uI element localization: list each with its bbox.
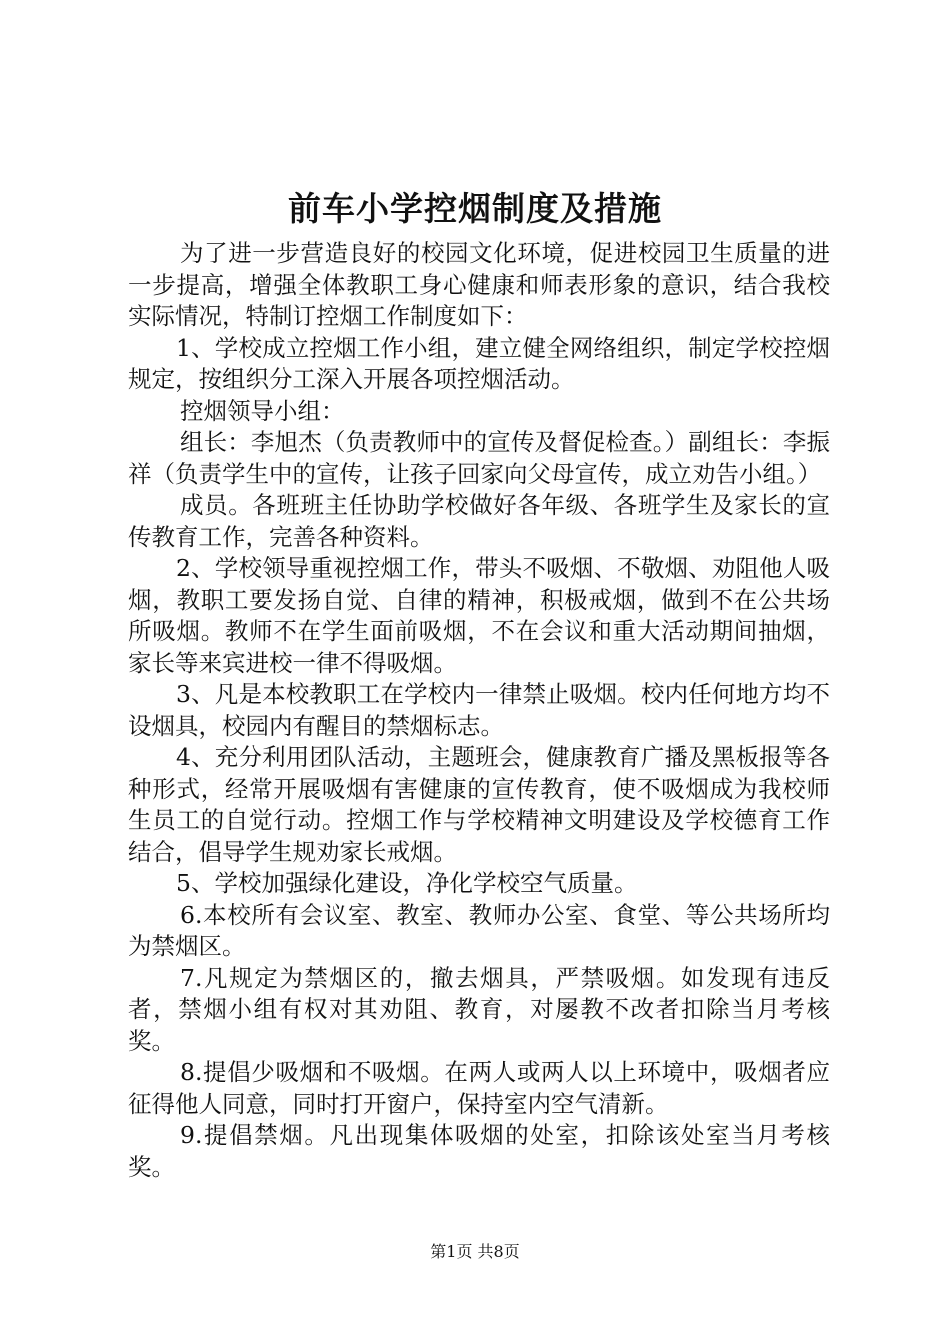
item-7-paragraph: 7.凡规定为禁烟区的，撤去烟具，严禁吸烟。如发现有违反者，禁烟小组有权对其劝阻、教育，对屡教不改者扣除当月考核奖。 — [128, 963, 830, 1055]
item-5-paragraph: 5、学校加强绿化建设，净化学校空气质量。 — [176, 869, 638, 897]
leadership-heading: 控烟领导小组： — [180, 396, 345, 425]
item-1-paragraph: 1、学校成立控烟工作小组，建立健全网络组织，制定学校控烟规定，按组织分工深入开展各项控烟活动。 — [128, 333, 830, 393]
document-body — [128, 238, 830, 1183]
item-9-paragraph: 9.提倡禁烟。凡出现集体吸烟的处室，扣除该处室当月考核奖。 — [128, 1121, 830, 1181]
document-title: 前车小学控烟制度及措施 — [288, 189, 662, 228]
item-4-paragraph: 4、充分利用团队活动，主题班会，健康教育广播及黑板报等各种形式，经常开展吸烟有害健康的宣传教育，使不吸烟成为我校师生员工的自觉行动。控烟工作与学校精神文明建设及学校德育工作结合，倡导学生规劝家长戒烟。 — [128, 743, 830, 866]
members-paragraph: 成员。各班班主任协助学校做好各年级、各班学生及家长的宣传教育工作，完善各种资料。 — [128, 491, 830, 551]
item-3-paragraph: 3、凡是本校教职工在学校内一律禁止吸烟。校内任何地方均不设烟具，校园内有醒目的禁烟标志。 — [128, 680, 830, 740]
leader-paragraph: 组长：李旭杰（负责教师中的宣传及督促检查。）副组长：李振祥（负责学生中的宣传，让孩子回家向父母宣传，成立劝告小组。） — [128, 428, 830, 488]
intro-paragraph: 为了进一步营造良好的校园文化环境，促进校园卫生质量的进一步提高，增强全体教职工身心健康和师表形象的意识，结合我校实际情况，特制订控烟工作制度如下： — [128, 239, 830, 330]
item-6-paragraph: 6.本校所有会议室、教室、教师办公室、食堂、等公共场所均为禁烟区。 — [128, 900, 830, 960]
item-2-paragraph: 2、学校领导重视控烟工作，带头不吸烟、不敬烟、劝阻他人吸烟，教职工要发扬自觉、自律的精神，积极戒烟，做到不在公共场所吸烟。教师不在学生面前吸烟，不在会议和重大活动期间抽烟，家长等来宾进校一律不得吸烟。 — [128, 554, 830, 677]
item-8-paragraph: 8.提倡少吸烟和不吸烟。在两人或两人以上环境中，吸烟者应征得他人同意，同时打开窗户，保持室内空气清新。 — [128, 1058, 830, 1118]
page-number-footer: 第1页 共8页 — [430, 1242, 520, 1261]
